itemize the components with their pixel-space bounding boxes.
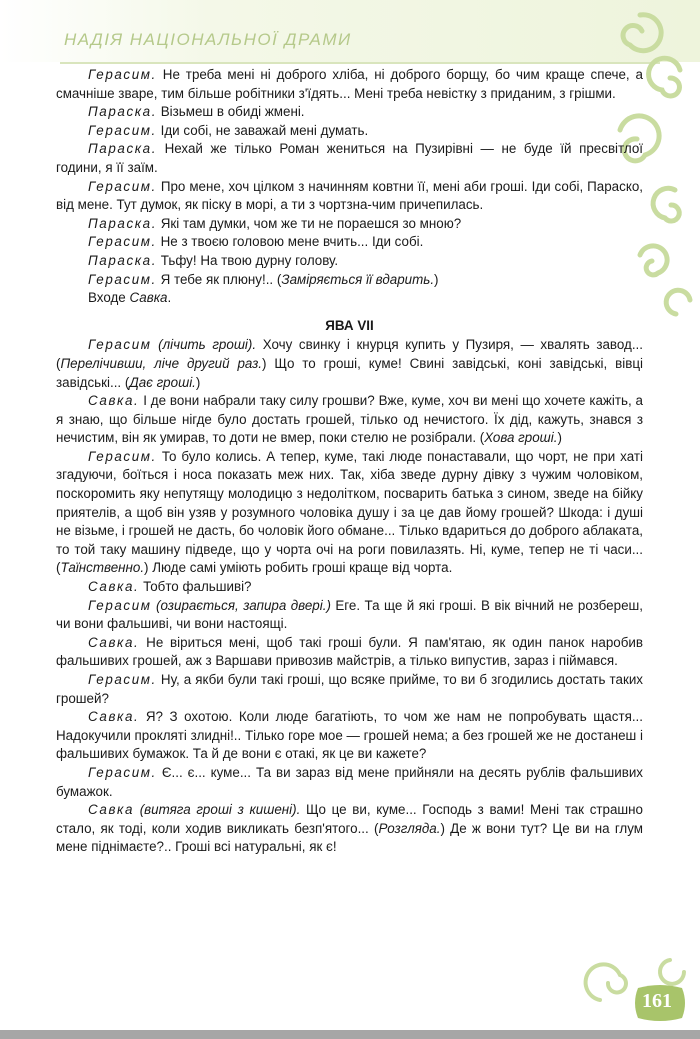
dialogue-line: Параска. Нехай же тілько Роман жениться на Пузирівні — не буде їй пресвітлої години, я її заїм. <box>56 141 643 175</box>
stage-direction: Входе Савка. <box>88 290 172 306</box>
dialogue-line: Савка. Я? З охотою. Коли люде багатіють, то чом же нам не попробувать щастя... Надокучили прокляті злидні!.. Тілько горе мое — грошей нема; а без грошей же не достанеш і фальшивих бумажок. Та й де вони є отакі, як це ви кажете? <box>56 709 643 762</box>
dialogue-line: Параска. Тьфу! На твою дурну голову. <box>88 252 339 268</box>
dialogue-line: Герасим. Я тебе як плюну!.. (Заміряється її вдарить.) <box>88 271 439 287</box>
dialogue-line: Савка. Тобто фальшиві? <box>88 579 252 595</box>
dialogue-line: Герасим. Про мене, хоч цілком з начинням ковтни її, мені аби гроші. Іди собі, Параско, від мене. Тут думок, як піску в морі, а ти з чортзна-чим причепилась. <box>56 178 643 213</box>
dialogue-line: Савка (витяга гроші з кишені). Що це ви, куме... Господь з вами! Мені так страшно стало, як тоді, коли ходив викликать безп'ятого... (Розгляда.) Де ж вони тут? Це ви на глум мене піднімаєте?.. Гроші всі натуральні, як є! <box>56 802 644 855</box>
dialogue-line: Герасим (озирається, запира двері.) Еге. Та ще й які гроші. В вік вічний не розбереш, чи вони фальшиві, чи вони настоящі. <box>56 597 643 632</box>
dialogue-line: Герасим. Є... є... куме... Та ви зараз від мене прийняли на десять рублів фальшивих бумажок. <box>56 764 643 799</box>
dialogue-line: Герасим (лічить гроші). Хочу свинку і кнурця купить у Пузиря, — хвалять завод... (Перелічивши, ліче другий раз.) Що то гроші, куме! Свині завідські, коні завідські, вівці завідські... (Дає гроші.) <box>56 337 643 390</box>
dialogue-line: Герасим. Ну, а якби були такі гроші, що всяке прийме, то ви б згодились достать таких грошей? <box>56 672 643 706</box>
scene-title: ЯВА VII <box>325 317 374 333</box>
dialogue-line: Савка. І де вони набрали таку силу грошви? Вже, куме, хоч ви мені що хочете кажіть, а я знаю, що більше нігде було достать грошей, тілько од нечистого. Їх дід, кажуть, знався з нечистим, він як умирав, то доти не вмер, поки стелю не розібрали. (Хова гроші.) <box>56 393 643 446</box>
running-header: НАДІЯ НАЦІОНАЛЬНОЇ ДРАМИ <box>64 30 352 49</box>
bottom-bar <box>0 1030 700 1039</box>
dialogue-line: Параска. Які там думки, чом же ти не пораешся зо мною? <box>88 215 462 231</box>
dialogue-line: Герасим. Не треба мені ні доброго хліба, ні доброго борщу, бо чим краще спече, а смачніше зваре, тим більше робітники з'їдять... Мені треба невістку з приданим, з грішми. <box>56 67 643 101</box>
dialogue-line: Герасим. Іди собі, не заважай мені думать. <box>88 122 369 138</box>
dialogue-line: Савка. Не віриться мені, щоб такі гроші були. Я пам'ятаю, як один панок наробив фальшивих грошей, аж з Варшави привозив майстрів, а тілько випустив, зараз і піймався. <box>56 634 643 669</box>
page-number: 161 <box>642 990 672 1012</box>
dialogue-line: Герасим. Не з твоєю головою мене вчить... Іди собі. <box>88 234 424 250</box>
dialogue-line: Параска. Візьмеш в обиді жмені. <box>88 104 305 120</box>
dialogue-line: Герасим. То було колись. А тепер, куме, такі люде понаставали, що чорт, не при хаті згадуючи, боїться і носа показать меж них. Так, хіба зведе дурну дівку з чужим чоловіком, поскоромить яку непутящу молодицю з недолітком, посварить батька з сином, зведе на бійку приятелів, а щоб він узяв у розумного чоловіка душу і за це дав йому грошей? Шкода: і душі не візьме, і грошей не дасть, бо чоловік його обмане... Тілько вдариться до доброго аблаката, то той таку машину підведе, що у чорта очі на роги повилазять. Ні, куме, тепер не ті часи... (Таїнственно.) Люде самі уміють робить гроші краще від чорта. <box>56 448 643 576</box>
header-divider <box>60 62 660 64</box>
page-body <box>56 66 643 857</box>
